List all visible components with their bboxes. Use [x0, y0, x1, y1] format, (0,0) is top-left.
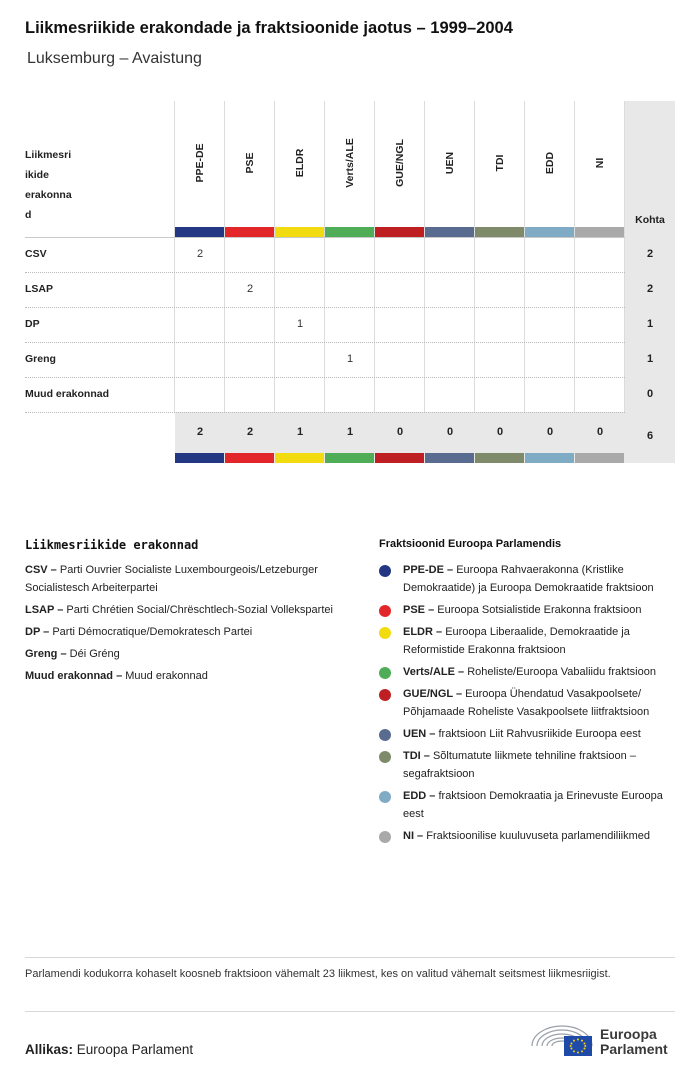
- group-name: Fraktsioonilise kuuluvuseta parlamendiliikmed: [426, 830, 651, 842]
- group-name: fraktsioon Liit Rahvusriikide Euroopa eest: [438, 728, 641, 740]
- group-abbr: ELDR: [403, 626, 433, 638]
- separator: –: [454, 666, 468, 678]
- group-color-bar: [325, 453, 374, 463]
- column-header-label: NI: [594, 157, 606, 169]
- separator: –: [414, 830, 427, 842]
- group-color-dot: [379, 565, 391, 577]
- group-color-bar: [575, 227, 624, 237]
- row-total-cell: 1: [646, 318, 654, 330]
- row-header-line: ikide: [25, 169, 49, 181]
- group-total-cell: 1: [346, 426, 354, 438]
- party-name: Muud erakonnad: [125, 670, 208, 682]
- group-name: fraktsioon Demokraatia ja Erinevuste Euroopa eest: [403, 790, 663, 820]
- separator: –: [47, 564, 60, 576]
- column-header-label: PPE-DE: [194, 143, 206, 183]
- group-color-dot: [379, 689, 391, 701]
- column-header-eldr: [275, 101, 325, 227]
- groups-legend: [379, 561, 675, 849]
- row-divider: [25, 412, 625, 413]
- row-divider: [25, 272, 625, 273]
- row-divider: [25, 307, 625, 308]
- separator: –: [432, 626, 446, 638]
- column-header-label: Verts/ALE: [344, 138, 356, 188]
- group-abbr: PSE: [403, 604, 426, 616]
- page-title: Liikmesriikide erakondade ja fraktsioonide jaotus – 1999–2004: [25, 19, 513, 37]
- group-color-bar: [225, 227, 274, 237]
- group-name: Euroopa Rahvaerakonna (Kristlike Demokraatide) ja Euroopa Demokraatide fraktsioon: [403, 564, 654, 594]
- group-name: Euroopa Sotsialistide Erakonna fraktsioon: [437, 604, 642, 616]
- seat-count-cell: 2: [246, 283, 254, 295]
- group-color-bar: [375, 227, 424, 237]
- source-value: Euroopa Parlament: [76, 1042, 194, 1057]
- group-total-cell: 2: [196, 426, 204, 438]
- group-legend-item: [379, 561, 675, 597]
- group-name: Sõltumatute liikmete tehniline fraktsioon – segafraktsioon: [403, 750, 636, 780]
- group-color-bar: [425, 227, 474, 237]
- group-color-bar: [175, 453, 224, 463]
- group-legend-item: [379, 685, 675, 721]
- column-header-edd: [525, 101, 575, 227]
- column-header-label: UEN: [444, 151, 456, 175]
- group-color-bar: [225, 453, 274, 463]
- total-column-background: [625, 101, 675, 463]
- separator: –: [425, 604, 438, 616]
- group-total-cell: 2: [246, 426, 254, 438]
- party-legend-item: [25, 601, 360, 619]
- group-color-dot: [379, 831, 391, 843]
- group-legend-item: [379, 623, 675, 659]
- page-subtitle: Luksemburg – Avaistung: [27, 50, 202, 67]
- separator: –: [426, 790, 439, 802]
- party-legend-item: [25, 645, 360, 663]
- seat-count-cell: 1: [346, 353, 354, 365]
- party-name: Déi Gréng: [69, 648, 120, 660]
- row-header-line: erakonna: [25, 189, 72, 201]
- grand-total-cell: 6: [646, 430, 654, 442]
- group-color-bar: [375, 453, 424, 463]
- group-legend-item: [379, 663, 675, 681]
- row-header-line: Liikmesri: [25, 149, 72, 161]
- group-name: Roheliste/Euroopa Vabaliidu fraktsioon: [467, 666, 656, 678]
- seat-count-cell: 1: [296, 318, 304, 330]
- row-divider: [25, 377, 625, 378]
- column-header-ni: [575, 101, 625, 227]
- party-abbr: CSV: [25, 564, 48, 576]
- separator: –: [57, 648, 70, 660]
- group-color-bar: [175, 227, 224, 237]
- hemicycle-icon: [530, 1020, 596, 1060]
- group-total-cell: 0: [446, 426, 454, 438]
- total-column-header: Kohta: [635, 214, 665, 226]
- column-header-label: EDD: [544, 151, 556, 175]
- divider: [25, 1011, 675, 1012]
- group-color-bar: [575, 453, 624, 463]
- party-abbr: LSAP: [25, 604, 55, 616]
- party-legend-item: [25, 667, 360, 685]
- party-legend-item: [25, 623, 360, 641]
- group-color-bar: [275, 453, 324, 463]
- group-color-bar: [525, 227, 574, 237]
- group-abbr: NI: [403, 830, 414, 842]
- column-header-verts-ale: [325, 101, 375, 227]
- logo-line-1: Euroopa: [600, 1026, 657, 1042]
- row-label: DP: [25, 318, 40, 330]
- parties-legend: [25, 561, 360, 689]
- column-header-pse: [225, 101, 275, 227]
- row-total-cell: 2: [646, 283, 654, 295]
- column-header-label: TDI: [494, 154, 506, 172]
- party-legend-item: [25, 561, 360, 597]
- group-abbr: GUE/NGL: [403, 688, 453, 700]
- row-label: LSAP: [25, 283, 54, 295]
- group-name: Euroopa Ühendatud Vasakpoolsete/ Põhjamaade Roheliste Vasakpoolsete liitfraktsioon: [403, 688, 650, 718]
- group-total-cell: 1: [296, 426, 304, 438]
- distribution-table: [25, 101, 675, 463]
- logo-line-2: Parlament: [600, 1041, 668, 1057]
- group-abbr: EDD: [403, 790, 427, 802]
- seat-count-cell: 2: [196, 248, 204, 260]
- group-total-cell: 0: [396, 426, 404, 438]
- column-header-tdi: [475, 101, 525, 227]
- source-line: [25, 1042, 193, 1057]
- party-name: Parti Chrétien Social/Chrëschtlech-Sozial Vollekspartei: [66, 604, 333, 616]
- parties-legend-title: Liikmesriikide erakonnad: [25, 538, 199, 552]
- group-color-bar: [425, 453, 474, 463]
- row-header: [25, 145, 85, 225]
- party-name: Parti Démocratique/Demokratesch Partei: [52, 626, 253, 638]
- separator: –: [54, 604, 67, 616]
- separator: –: [426, 728, 439, 740]
- separator: –: [113, 670, 126, 682]
- group-color-bar: [525, 453, 574, 463]
- logo-text: [600, 1027, 668, 1057]
- group-color-dot: [379, 627, 391, 639]
- group-color-dot: [379, 791, 391, 803]
- row-divider: [25, 342, 625, 343]
- groups-legend-title: Fraktsioonid Euroopa Parlamendis: [379, 538, 562, 550]
- column-header-ppe-de: [175, 101, 225, 227]
- group-color-dot: [379, 667, 391, 679]
- column-header-label: GUE/NGL: [394, 139, 406, 187]
- separator: –: [452, 688, 466, 700]
- group-color-bar: [275, 227, 324, 237]
- column-header-label: PSE: [244, 152, 256, 174]
- row-header-line: d: [25, 209, 32, 221]
- group-legend-item: [379, 747, 675, 783]
- separator: –: [40, 626, 53, 638]
- group-color-bar: [475, 227, 524, 237]
- group-color-dot: [379, 605, 391, 617]
- group-color-dot: [379, 729, 391, 741]
- separator: –: [443, 564, 457, 576]
- row-total-cell: 1: [646, 353, 654, 365]
- group-abbr: PPE-DE: [403, 564, 444, 576]
- group-total-cell: 0: [496, 426, 504, 438]
- separator: –: [420, 750, 433, 762]
- group-legend-item: [379, 725, 675, 743]
- divider: [25, 957, 675, 958]
- party-abbr: Greng: [25, 648, 58, 660]
- column-header-uen: [425, 101, 475, 227]
- footnote: Parlamendi kodukorra kohaselt koosneb fraktsioon vähemalt 23 liikmest, kes on valitud vähemalt seitsmest liikmesriigist.: [25, 968, 611, 980]
- column-header-label: ELDR: [294, 148, 306, 178]
- group-legend-item: [379, 601, 675, 619]
- group-total-cell: 0: [596, 426, 604, 438]
- header-divider: [25, 237, 625, 238]
- group-color-bar: [475, 453, 524, 463]
- group-abbr: Verts/ALE: [403, 666, 455, 678]
- group-abbr: TDI: [403, 750, 421, 762]
- row-label: CSV: [25, 248, 47, 260]
- group-legend-item: [379, 787, 675, 823]
- row-total-cell: 2: [646, 248, 654, 260]
- group-color-bar: [325, 227, 374, 237]
- european-parliament-logo: [530, 1020, 680, 1060]
- row-label: Muud erakonnad: [25, 388, 110, 400]
- row-label: Greng: [25, 353, 56, 365]
- column-header-gue-ngl: [375, 101, 425, 227]
- group-color-dot: [379, 751, 391, 763]
- party-abbr: DP: [25, 626, 41, 638]
- party-abbr: Muud erakonnad: [25, 670, 114, 682]
- source-label: Allikas:: [25, 1042, 74, 1057]
- group-abbr: UEN: [403, 728, 427, 740]
- group-name: Euroopa Liberaalide, Demokraatide ja Reformistide Erakonna fraktsioon: [403, 626, 630, 656]
- row-total-cell: 0: [646, 388, 654, 400]
- group-legend-item: [379, 827, 675, 845]
- party-name: Parti Ouvrier Socialiste Luxembourgeois/Letzeburger Socialistesch Arbeiterpartei: [25, 564, 318, 594]
- group-total-cell: 0: [546, 426, 554, 438]
